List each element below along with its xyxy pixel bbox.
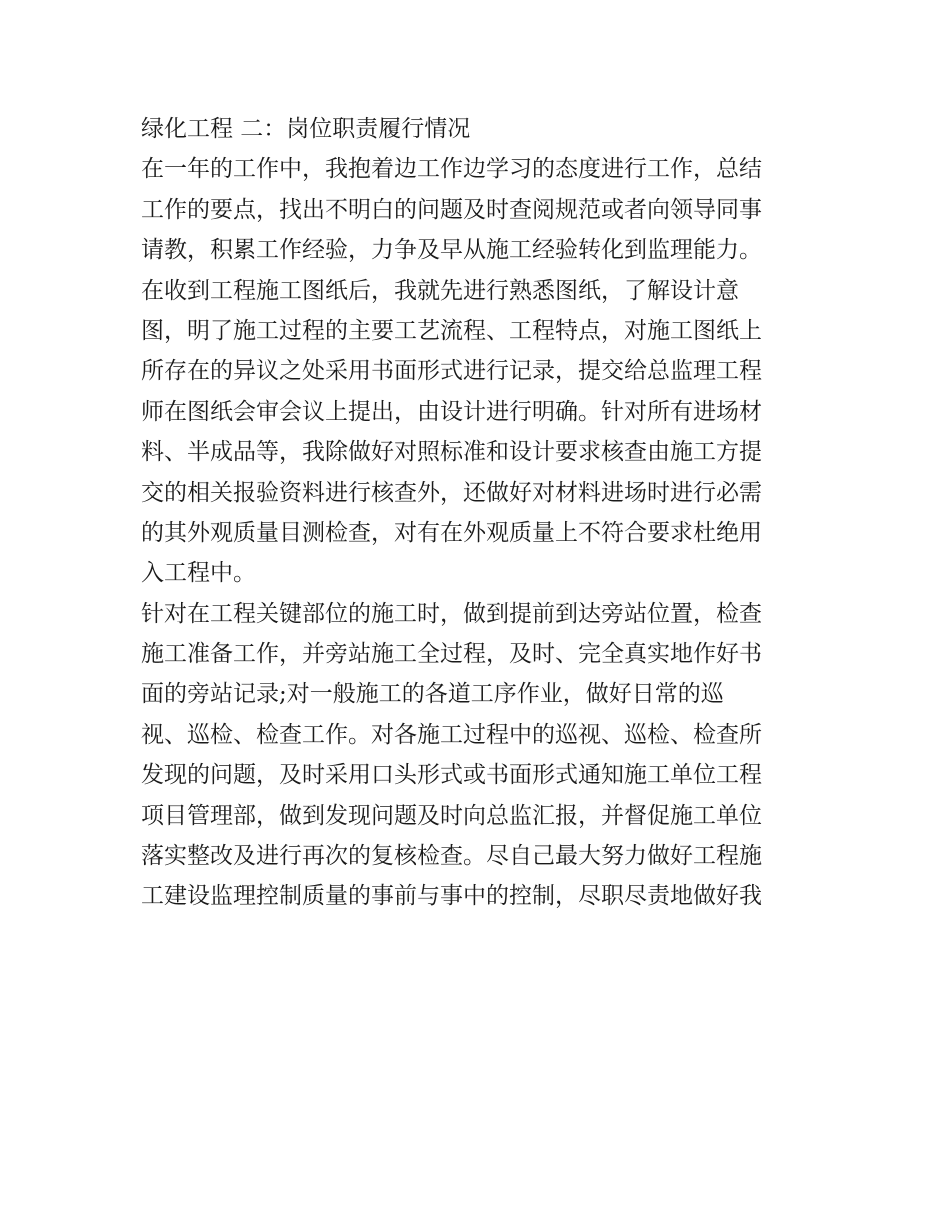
text-line: 在收到工程施工图纸后，我就先进行熟悉图纸，了解设计意	[141, 277, 739, 304]
text-line: 落实整改及进行再次的复核检查。尽自己最大努力做好工程施	[141, 843, 762, 870]
text-line: 入工程中。	[141, 560, 256, 587]
text-line: 所存在的异议之处采用书面形式进行记录，提交给总监理工程	[141, 358, 762, 385]
section-heading: 绿化工程 二：岗位职责履行情况	[141, 116, 471, 142]
text-line: 师在图纸会审会议上提出，由设计进行明确。针对所有进场材	[141, 398, 762, 425]
text-line: 交的相关报验资料进行核查外，还做好对材料进场时进行必需	[141, 479, 762, 506]
text-line: 针对在工程关键部位的施工时，做到提前到达旁站位置，检查	[141, 600, 762, 627]
text-line: 发现的问题，及时采用口头形式或书面形式通知施工单位工程	[141, 762, 762, 789]
text-line: 项目管理部，做到发现问题及时向总监汇报，并督促施工单位	[141, 802, 762, 829]
text-line: 工建设监理控制质量的事前与事中的控制，尽职尽责地做好我	[141, 883, 762, 910]
text-line: 的其外观质量目测检查，对有在外观质量上不符合要求杜绝用	[141, 519, 762, 546]
text-line: 工作的要点，找出不明白的问题及时查阅规范或者向领导同事	[141, 196, 762, 223]
text-line: 料、半成品等，我除做好对照标准和设计要求核查由施工方提	[141, 439, 762, 466]
text-line: 请教，积累工作经验，力争及早从施工经验转化到监理能力。	[141, 237, 762, 264]
text-line: 施工准备工作，并旁站施工全过程，及时、完全真实地作好书	[141, 641, 762, 668]
text-line: 在一年的工作中，我抱着边工作边学习的态度进行工作，总结	[141, 156, 762, 183]
document-body	[141, 109, 821, 917]
text-line: 面的旁站记录;对一般施工的各道工序作业，做好日常的巡	[141, 681, 724, 708]
text-line: 图，明了施工过程的主要工艺流程、工程特点，对施工图纸上	[141, 317, 762, 344]
text-line: 视、巡检、检查工作。对各施工过程中的巡视、巡检、检查所	[141, 721, 762, 748]
